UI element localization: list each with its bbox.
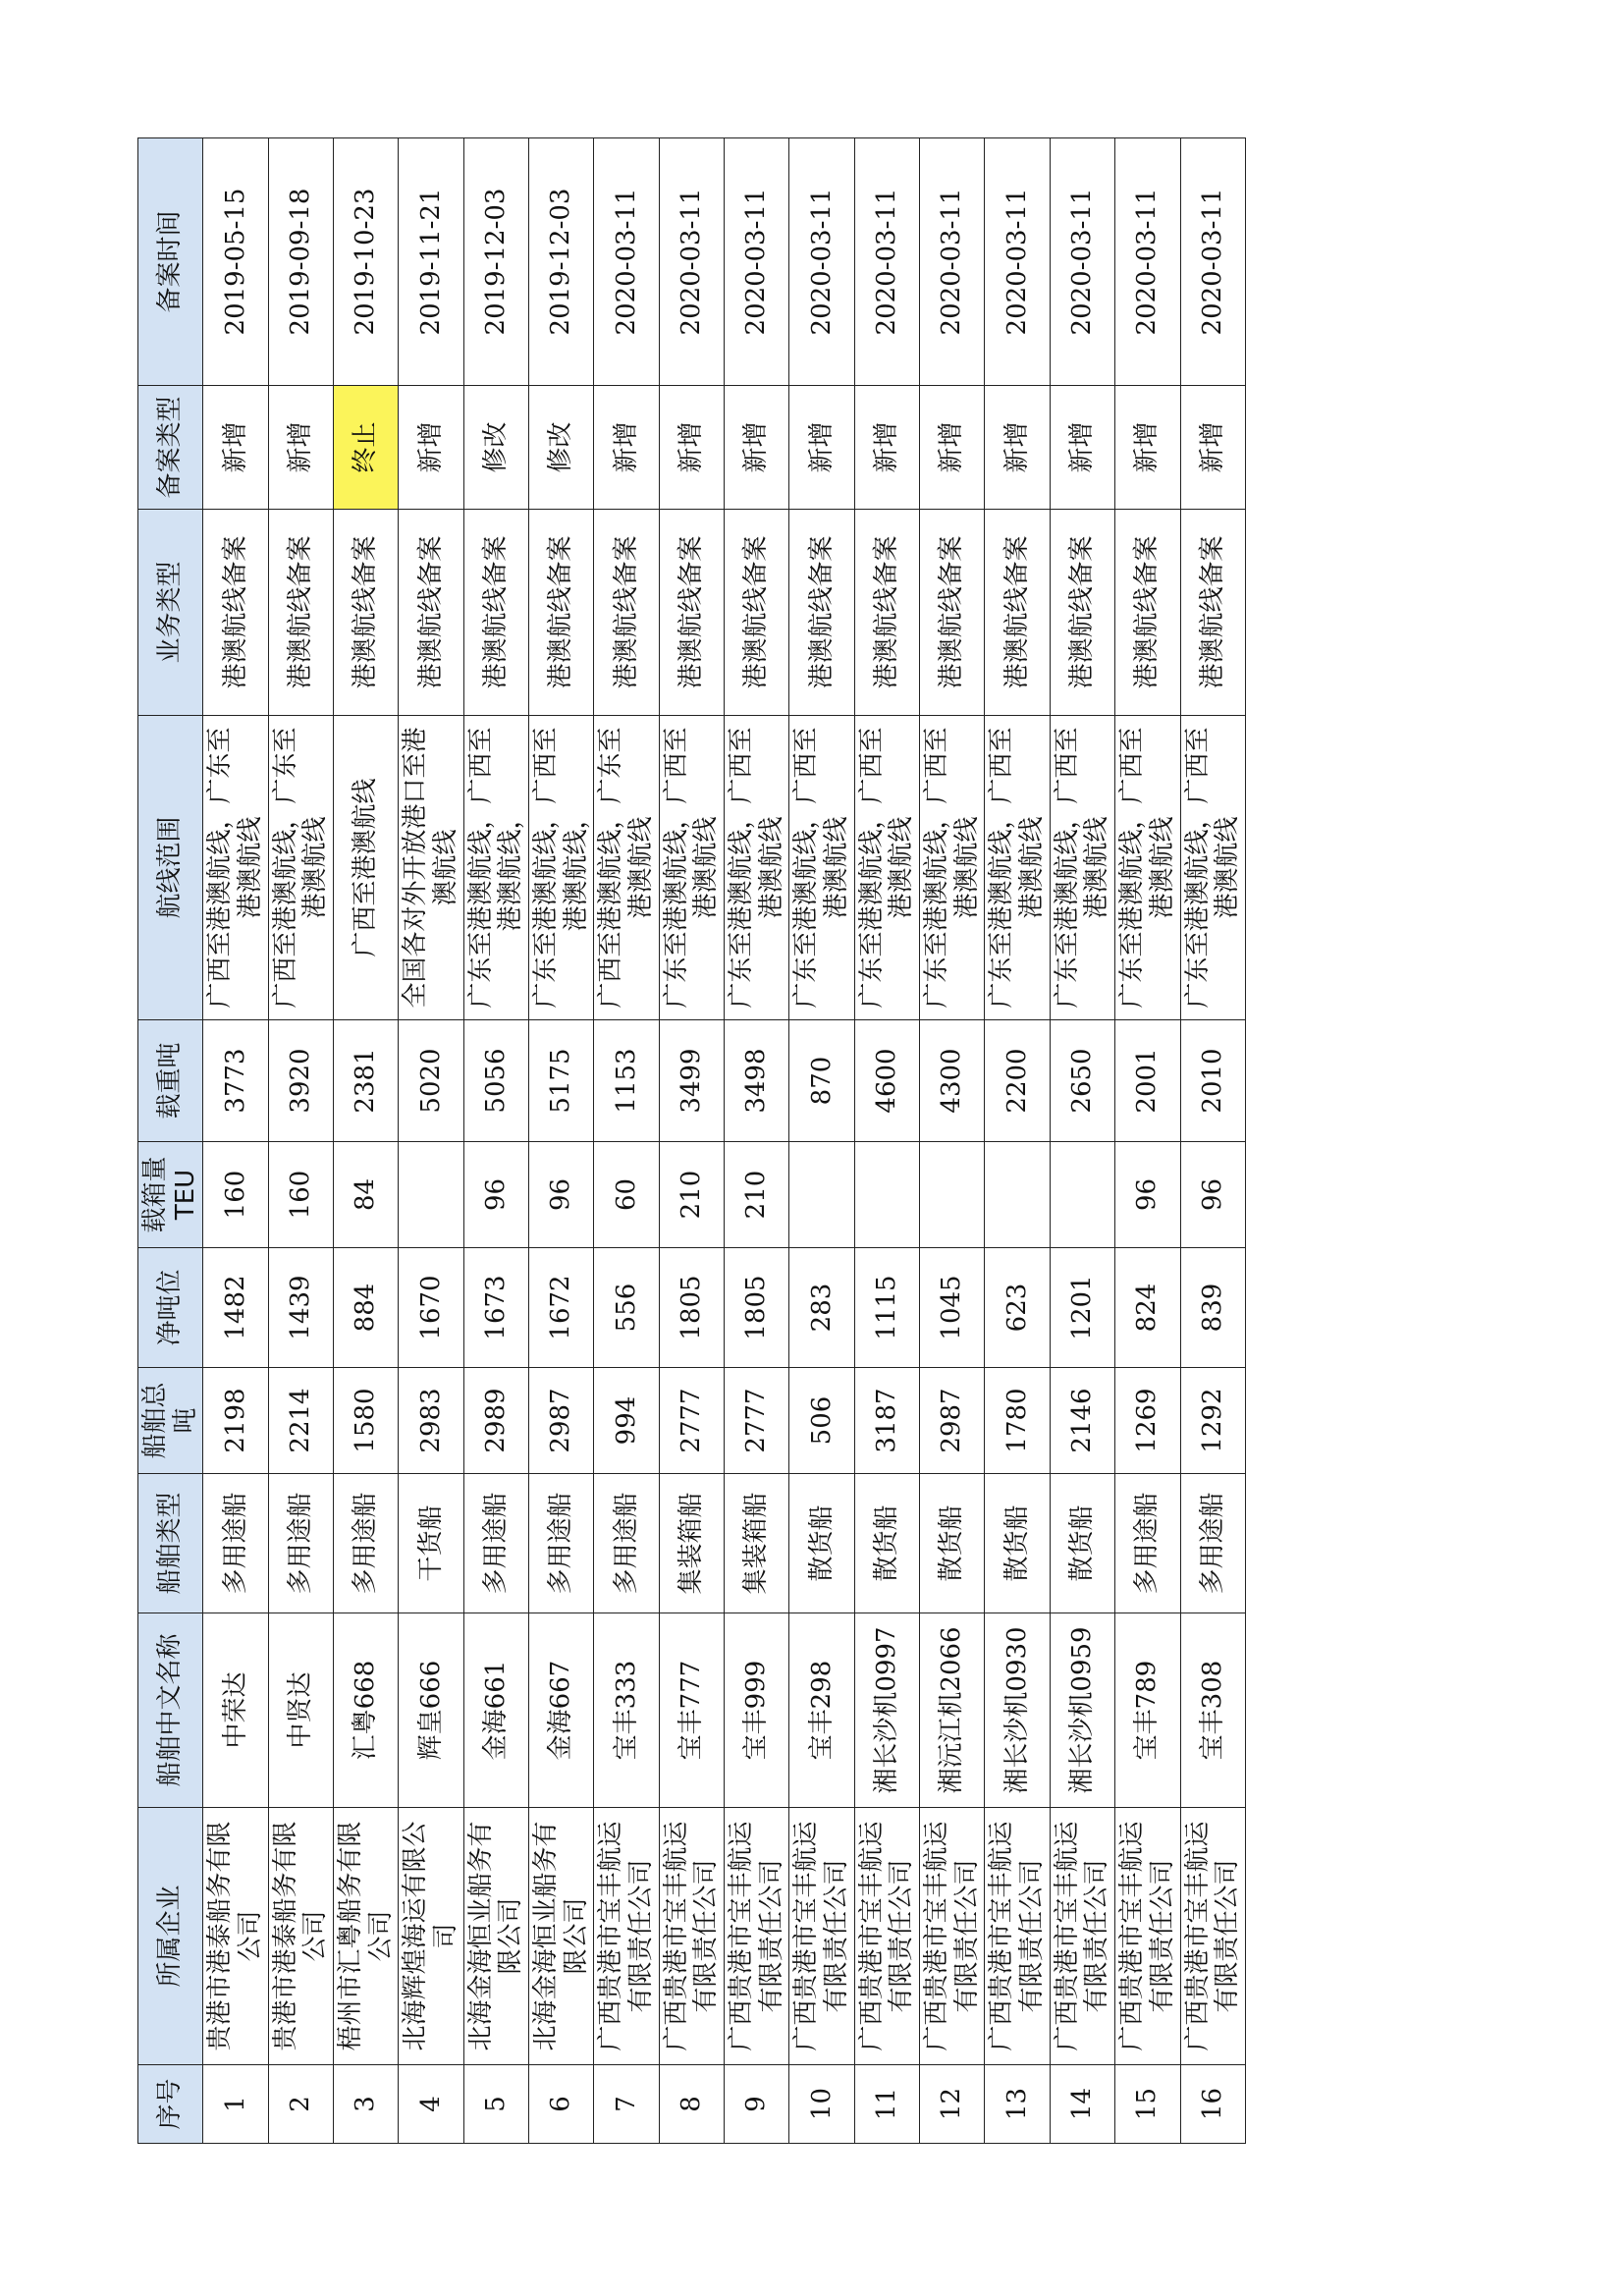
cell-deadweight: 1153	[594, 1020, 659, 1142]
cell-gross-tonnage: 3187	[854, 1368, 919, 1474]
cell-deadweight: 2001	[1115, 1020, 1180, 1142]
cell-net-tonnage: 1673	[463, 1248, 528, 1368]
cell-vessel-name: 汇粤668	[334, 1613, 399, 1808]
table-row	[789, 138, 854, 2144]
cell-business-type: 港澳航线备案	[463, 510, 528, 716]
cell-vessel-type: 散货船	[1050, 1474, 1114, 1613]
cell-teu: 60	[594, 1142, 659, 1248]
table-row	[659, 138, 724, 2144]
cell-net-tonnage: 623	[985, 1248, 1050, 1368]
cell-company: 广西贵港市宝丰航运有限责任公司	[725, 1808, 789, 2065]
header-vessel-name: 船舶中文名称	[138, 1613, 203, 1808]
cell-route-scope: 广西至港澳航线，广东至港澳航线	[594, 716, 659, 1020]
table-row	[203, 138, 268, 2144]
cell-company: 广西贵港市宝丰航运有限责任公司	[594, 1808, 659, 2065]
cell-teu: 160	[268, 1142, 333, 1248]
cell-filing-type: 新增	[854, 386, 919, 510]
cell-index: 4	[399, 2065, 463, 2144]
cell-filing-type: 新增	[1050, 386, 1114, 510]
vessel-filing-table	[137, 137, 1246, 2144]
cell-index: 8	[659, 2065, 724, 2144]
cell-business-type: 港澳航线备案	[659, 510, 724, 716]
cell-business-type: 港澳航线备案	[789, 510, 854, 716]
cell-teu	[1050, 1142, 1114, 1248]
cell-company: 北海辉煌海运有限公司	[399, 1808, 463, 2065]
cell-vessel-type: 集装箱船	[725, 1474, 789, 1613]
cell-gross-tonnage: 1269	[1115, 1368, 1180, 1474]
cell-route-scope: 广东至港澳航线，广西至港澳航线	[1115, 716, 1180, 1020]
cell-gross-tonnage: 1292	[1180, 1368, 1245, 1474]
cell-filing-type: 新增	[920, 386, 985, 510]
cell-gross-tonnage: 2989	[463, 1368, 528, 1474]
cell-company: 广西贵港市宝丰航运有限责任公司	[854, 1808, 919, 2065]
cell-net-tonnage: 1439	[268, 1248, 333, 1368]
cell-vessel-type: 多用途船	[594, 1474, 659, 1613]
table-row	[1180, 138, 1245, 2144]
cell-vessel-name: 宝丰789	[1115, 1613, 1180, 1808]
cell-filing-type: 新增	[268, 386, 333, 510]
cell-index: 15	[1115, 2065, 1180, 2144]
cell-filing-type: 终止	[334, 386, 399, 510]
cell-net-tonnage: 839	[1180, 1248, 1245, 1368]
cell-filing-date: 2019-12-03	[463, 138, 528, 386]
cell-teu: 96	[529, 1142, 594, 1248]
cell-route-scope: 广东至港澳航线，广西至港澳航线	[789, 716, 854, 1020]
cell-deadweight: 2200	[985, 1020, 1050, 1142]
cell-business-type: 港澳航线备案	[1180, 510, 1245, 716]
cell-vessel-type: 多用途船	[1115, 1474, 1180, 1613]
table-row	[1050, 138, 1114, 2144]
cell-route-scope: 广东至港澳航线，广西至港澳航线，	[463, 716, 528, 1020]
cell-filing-date: 2019-11-21	[399, 138, 463, 386]
cell-filing-date: 2019-10-23	[334, 138, 399, 386]
cell-deadweight: 5056	[463, 1020, 528, 1142]
cell-deadweight: 4600	[854, 1020, 919, 1142]
header-index: 序号	[138, 2065, 203, 2144]
cell-index: 2	[268, 2065, 333, 2144]
cell-gross-tonnage: 1580	[334, 1368, 399, 1474]
cell-vessel-type: 多用途船	[1180, 1474, 1245, 1613]
header-vessel-type: 船舶类型	[138, 1474, 203, 1613]
cell-gross-tonnage: 2777	[725, 1368, 789, 1474]
cell-vessel-name: 湘长沙机0930	[985, 1613, 1050, 1808]
cell-filing-type: 新增	[399, 386, 463, 510]
header-route-scope: 航线范围	[138, 716, 203, 1020]
cell-route-scope: 广西至港澳航线，广东至港澳航线	[203, 716, 268, 1020]
cell-vessel-name: 宝丰308	[1180, 1613, 1245, 1808]
cell-index: 9	[725, 2065, 789, 2144]
cell-company: 梧州市汇粤船务有限公司	[334, 1808, 399, 2065]
cell-vessel-name: 宝丰333	[594, 1613, 659, 1808]
cell-index: 7	[594, 2065, 659, 2144]
cell-filing-date: 2019-09-18	[268, 138, 333, 386]
cell-index: 13	[985, 2065, 1050, 2144]
cell-business-type: 港澳航线备案	[725, 510, 789, 716]
cell-gross-tonnage: 1780	[985, 1368, 1050, 1474]
cell-filing-date: 2020-03-11	[725, 138, 789, 386]
cell-vessel-type: 多用途船	[268, 1474, 333, 1613]
cell-vessel-name: 中荣达	[203, 1613, 268, 1808]
cell-filing-type: 新增	[203, 386, 268, 510]
cell-index: 16	[1180, 2065, 1245, 2144]
cell-vessel-type: 散货船	[985, 1474, 1050, 1613]
cell-teu: 84	[334, 1142, 399, 1248]
cell-vessel-name: 中贤达	[268, 1613, 333, 1808]
cell-vessel-name: 金海661	[463, 1613, 528, 1808]
cell-route-scope: 广东至港澳航线，广西至港澳航线	[854, 716, 919, 1020]
cell-net-tonnage: 1805	[725, 1248, 789, 1368]
cell-route-scope: 广东至港澳航线，广西至港澳航线	[920, 716, 985, 1020]
cell-deadweight: 3920	[268, 1020, 333, 1142]
header-net-tonnage: 净吨位	[138, 1248, 203, 1368]
cell-vessel-type: 干货船	[399, 1474, 463, 1613]
cell-gross-tonnage: 2198	[203, 1368, 268, 1474]
cell-filing-date: 2020-03-11	[659, 138, 724, 386]
table-row	[268, 138, 333, 2144]
cell-index: 6	[529, 2065, 594, 2144]
cell-net-tonnage: 1672	[529, 1248, 594, 1368]
cell-filing-type: 新增	[725, 386, 789, 510]
header-business-type: 业务类型	[138, 510, 203, 716]
cell-route-scope: 广东至港澳航线，广西至港澳航线	[659, 716, 724, 1020]
cell-filing-date: 2020-03-11	[1180, 138, 1245, 386]
cell-business-type: 港澳航线备案	[985, 510, 1050, 716]
cell-index: 10	[789, 2065, 854, 2144]
cell-company: 广西贵港市宝丰航运有限责任公司	[789, 1808, 854, 2065]
cell-net-tonnage: 1201	[1050, 1248, 1114, 1368]
cell-teu: 96	[1115, 1142, 1180, 1248]
cell-teu	[985, 1142, 1050, 1248]
cell-company: 北海金海恒业船务有限公司	[463, 1808, 528, 2065]
cell-deadweight: 2010	[1180, 1020, 1245, 1142]
cell-deadweight: 870	[789, 1020, 854, 1142]
cell-business-type: 港澳航线备案	[1050, 510, 1114, 716]
cell-route-scope: 广西至港澳航线，广东至港澳航线	[268, 716, 333, 1020]
table-row	[529, 138, 594, 2144]
cell-vessel-type: 散货船	[920, 1474, 985, 1613]
cell-filing-type: 新增	[1115, 386, 1180, 510]
cell-net-tonnage: 283	[789, 1248, 854, 1368]
cell-route-scope: 广东至港澳航线，广西至港澳航线	[1050, 716, 1114, 1020]
cell-deadweight: 4300	[920, 1020, 985, 1142]
table-row	[1115, 138, 1180, 2144]
cell-gross-tonnage: 2214	[268, 1368, 333, 1474]
cell-net-tonnage: 1805	[659, 1248, 724, 1368]
cell-filing-date: 2020-03-11	[1115, 138, 1180, 386]
cell-net-tonnage: 824	[1115, 1248, 1180, 1368]
header-teu: 载箱量TEU	[138, 1142, 203, 1248]
cell-index: 1	[203, 2065, 268, 2144]
cell-business-type: 港澳航线备案	[920, 510, 985, 716]
cell-vessel-type: 多用途船	[529, 1474, 594, 1613]
cell-vessel-name: 湘沅江机2066	[920, 1613, 985, 1808]
cell-deadweight: 5175	[529, 1020, 594, 1142]
cell-filing-date: 2019-12-03	[529, 138, 594, 386]
cell-deadweight: 3773	[203, 1020, 268, 1142]
cell-gross-tonnage: 2777	[659, 1368, 724, 1474]
cell-net-tonnage: 1115	[854, 1248, 919, 1368]
cell-business-type: 港澳航线备案	[529, 510, 594, 716]
cell-filing-type: 修改	[463, 386, 528, 510]
cell-filing-date: 2020-03-11	[1050, 138, 1114, 386]
cell-filing-date: 2020-03-11	[920, 138, 985, 386]
table-header-row	[138, 138, 203, 2144]
cell-index: 11	[854, 2065, 919, 2144]
table-row	[463, 138, 528, 2144]
cell-net-tonnage: 1670	[399, 1248, 463, 1368]
cell-company: 贵港市港泰船务有限公司	[268, 1808, 333, 2065]
cell-vessel-type: 散货船	[854, 1474, 919, 1613]
cell-filing-type: 新增	[985, 386, 1050, 510]
cell-company: 北海金海恒业船务有限公司	[529, 1808, 594, 2065]
cell-vessel-name: 宝丰777	[659, 1613, 724, 1808]
cell-filing-type: 新增	[659, 386, 724, 510]
cell-business-type: 港澳航线备案	[203, 510, 268, 716]
cell-route-scope: 广东至港澳航线，广西至港澳航线，	[529, 716, 594, 1020]
cell-filing-date: 2019-05-15	[203, 138, 268, 386]
rotated-table-wrapper	[137, 138, 1243, 2144]
cell-company: 广西贵港市宝丰航运有限责任公司	[1180, 1808, 1245, 2065]
cell-filing-type: 修改	[529, 386, 594, 510]
cell-business-type: 港澳航线备案	[854, 510, 919, 716]
header-filing-date: 备案时间	[138, 138, 203, 386]
cell-deadweight: 2650	[1050, 1020, 1114, 1142]
cell-company: 广西贵港市宝丰航运有限责任公司	[920, 1808, 985, 2065]
cell-vessel-type: 多用途船	[203, 1474, 268, 1613]
cell-teu: 96	[463, 1142, 528, 1248]
cell-index: 12	[920, 2065, 985, 2144]
cell-index: 14	[1050, 2065, 1114, 2144]
cell-teu: 210	[725, 1142, 789, 1248]
header-filing-type: 备案类型	[138, 386, 203, 510]
cell-business-type: 港澳航线备案	[334, 510, 399, 716]
cell-deadweight: 3498	[725, 1020, 789, 1142]
cell-vessel-name: 湘长沙机0959	[1050, 1613, 1114, 1808]
cell-company: 广西贵港市宝丰航运有限责任公司	[1115, 1808, 1180, 2065]
cell-vessel-name: 宝丰298	[789, 1613, 854, 1808]
cell-teu: 96	[1180, 1142, 1245, 1248]
header-deadweight: 载重吨	[138, 1020, 203, 1142]
cell-company: 贵港市港泰船务有限公司	[203, 1808, 268, 2065]
cell-vessel-type: 集装箱船	[659, 1474, 724, 1613]
table-row	[985, 138, 1050, 2144]
cell-index: 3	[334, 2065, 399, 2144]
cell-company: 广西贵港市宝丰航运有限责任公司	[659, 1808, 724, 2065]
table-row	[399, 138, 463, 2144]
cell-gross-tonnage: 2987	[529, 1368, 594, 1474]
cell-index: 5	[463, 2065, 528, 2144]
cell-filing-type: 新增	[594, 386, 659, 510]
cell-route-scope: 广东至港澳航线，广西至港澳航线	[725, 716, 789, 1020]
cell-teu	[920, 1142, 985, 1248]
cell-vessel-name: 宝丰999	[725, 1613, 789, 1808]
cell-gross-tonnage: 994	[594, 1368, 659, 1474]
cell-net-tonnage: 1482	[203, 1248, 268, 1368]
cell-net-tonnage: 1045	[920, 1248, 985, 1368]
cell-net-tonnage: 884	[334, 1248, 399, 1368]
cell-gross-tonnage: 506	[789, 1368, 854, 1474]
cell-route-scope: 全国各对外开放港口至港澳航线	[399, 716, 463, 1020]
cell-teu: 210	[659, 1142, 724, 1248]
cell-filing-date: 2020-03-11	[594, 138, 659, 386]
header-gross-tonnage: 船舶总吨	[138, 1368, 203, 1474]
cell-filing-date: 2020-03-11	[985, 138, 1050, 386]
cell-filing-type: 新增	[789, 386, 854, 510]
table-row	[920, 138, 985, 2144]
cell-deadweight: 3499	[659, 1020, 724, 1142]
cell-deadweight: 5020	[399, 1020, 463, 1142]
cell-business-type: 港澳航线备案	[594, 510, 659, 716]
cell-filing-type: 新增	[1180, 386, 1245, 510]
cell-business-type: 港澳航线备案	[1115, 510, 1180, 716]
cell-vessel-name: 金海667	[529, 1613, 594, 1808]
cell-company: 广西贵港市宝丰航运有限责任公司	[1050, 1808, 1114, 2065]
table-row	[725, 138, 789, 2144]
cell-route-scope: 广东至港澳航线，广西至港澳航线	[1180, 716, 1245, 1020]
cell-net-tonnage: 556	[594, 1248, 659, 1368]
cell-company: 广西贵港市宝丰航运有限责任公司	[985, 1808, 1050, 2065]
cell-teu	[789, 1142, 854, 1248]
table-row	[334, 138, 399, 2144]
cell-gross-tonnage: 2987	[920, 1368, 985, 1474]
cell-business-type: 港澳航线备案	[268, 510, 333, 716]
cell-business-type: 港澳航线备案	[399, 510, 463, 716]
cell-route-scope: 广东至港澳航线，广西至港澳航线	[985, 716, 1050, 1020]
cell-vessel-name: 辉皇666	[399, 1613, 463, 1808]
cell-filing-date: 2020-03-11	[789, 138, 854, 386]
cell-teu	[854, 1142, 919, 1248]
table-row	[854, 138, 919, 2144]
cell-vessel-type: 多用途船	[463, 1474, 528, 1613]
cell-route-scope: 广西至港澳航线	[334, 716, 399, 1020]
cell-deadweight: 2381	[334, 1020, 399, 1142]
cell-teu: 160	[203, 1142, 268, 1248]
cell-filing-date: 2020-03-11	[854, 138, 919, 386]
cell-vessel-type: 多用途船	[334, 1474, 399, 1613]
cell-teu	[399, 1142, 463, 1248]
cell-gross-tonnage: 2983	[399, 1368, 463, 1474]
cell-gross-tonnage: 2146	[1050, 1368, 1114, 1474]
cell-vessel-name: 湘长沙机0997	[854, 1613, 919, 1808]
table-row	[594, 138, 659, 2144]
header-company: 所属企业	[138, 1808, 203, 2065]
cell-vessel-type: 散货船	[789, 1474, 854, 1613]
